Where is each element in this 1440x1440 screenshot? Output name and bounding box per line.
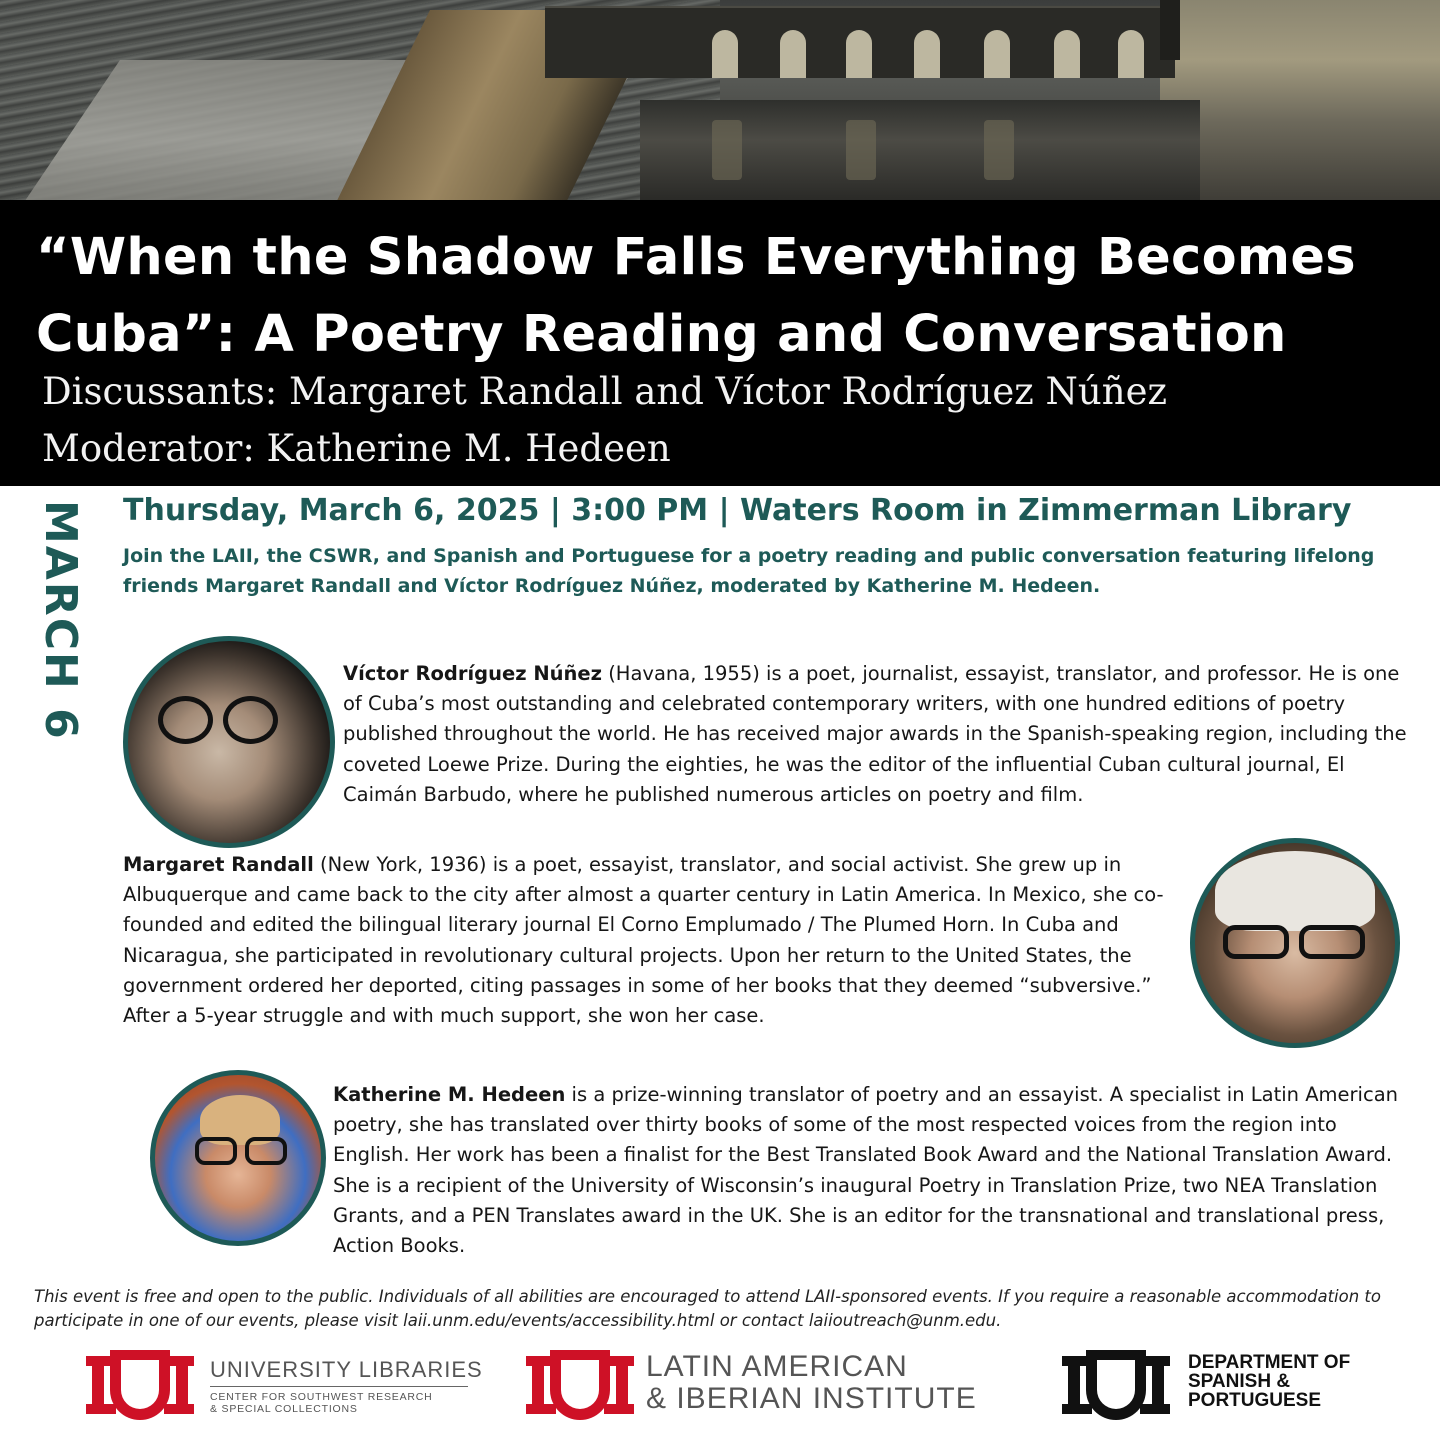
bio-name: Katherine M. Hedeen — [333, 1083, 566, 1106]
vertical-date — [36, 500, 86, 820]
bio-text: (Havana, 1955) is a poet, journalist, essayist, translator, and professor. He is one of Cuba’s most outstanding and celebrated contemporary writers, with one hundred editions of poetry published throughout the world. He has received major awards in the Spanish-speaking region, including the coveted Loewe Prize. During the eighties, he was the editor of the influential Cuban cultural journal, El Caimán Barbudo, where he published numerous articles on poetry and film. — [343, 662, 1407, 806]
event-title: “When the Shadow Falls Everything Becomes Cuba”: A Poetry Reading and Conversation — [36, 228, 1356, 364]
moderator-line: Moderator: Katherine M. Hedeen — [42, 427, 671, 470]
bio-text: (New York, 1936) is a poet, essayist, translator, and social activist. She grew up in Albuquerque and came back to the city after almost a quarter century in Latin America. In Mexico, she co-founded and edited the bilingual literary journal El Corno Emplumado / The Plumed Horn. In Cuba and Nicaragua, she participated in revolutionary cultural projects. Upon her return to the United States, the government ordered her deported, citing passages in some of her books that they deemed “subversive.” After a 5-year struggle and with much support, she won her case. — [123, 853, 1164, 1028]
bio-victor-rodriguez-nunez — [343, 659, 1413, 810]
laii-line-1: LATIN AMERICAN — [646, 1350, 908, 1383]
bio-name: Margaret Randall — [123, 853, 314, 876]
unm-libraries-logo-icon — [88, 1350, 198, 1422]
vertical-date-text: MARCH 6 — [35, 500, 86, 741]
portrait-margaret-randall — [1190, 838, 1400, 1048]
unm-spanish-portuguese-logo-icon — [1064, 1350, 1174, 1422]
portrait-katherine-hedeen — [150, 1070, 326, 1246]
event-intro: Join the LAII, the CSWR, and Spanish and Portuguese for a poetry reading and public conversation featuring lifelong friends Margaret Randall and Víctor Rodríguez Núñez, moderated by Katherine M. Hedeen. — [123, 545, 1375, 597]
portrait-victor-rodriguez-nunez — [123, 636, 335, 848]
dept-line-1: DEPARTMENT OF — [1188, 1352, 1351, 1373]
laii-logo-text — [646, 1351, 977, 1415]
bio-name: Víctor Rodríguez Núñez — [343, 662, 602, 685]
bio-text: is a prize-winning translator of poetry and an essayist. A specialist in Latin American poetry, she has translated over thirty books of some of the most respected voices from the region into English. Her work has been a finalist for the Best Translated Book Award and the National Translation Award. She is a recipient of the University of Wisconsin’s inaugural Poetry in Translation Prize, two NEA Translation Grants, and a PEN Translates award in the UK. She is an editor for the transnational and translational press, Action Books. — [333, 1083, 1398, 1258]
department-logo-text — [1188, 1353, 1350, 1410]
libraries-sub-line-1: CENTER FOR SOUTHWEST RESEARCH — [210, 1391, 433, 1403]
discussants-line: Discussants: Margaret Randall and Víctor Rodríguez Núñez — [42, 370, 1167, 413]
libraries-sub-line-2: & SPECIAL COLLECTIONS — [210, 1403, 358, 1415]
libraries-name: UNIVERSITY LIBRARIES — [210, 1357, 468, 1387]
laii-line-2: & IBERIAN INSTITUTE — [646, 1382, 977, 1415]
accessibility-note: This event is free and open to the public. Individuals of all abilities are encouraged to attend LAII-sponsored events. If you require a reasonable accommodation to participate in one of our events, please visit laii.unm.edu/events/accessibility.html or contact laiioutreach@unm.edu. — [34, 1287, 1381, 1330]
bio-katherine-hedeen — [333, 1080, 1413, 1261]
dept-line-3: PORTUGUESE — [1188, 1390, 1322, 1411]
hero-photo-malecon — [0, 0, 1440, 200]
unm-laii-logo-icon — [528, 1350, 638, 1422]
university-libraries-logo — [210, 1357, 483, 1415]
event-date-time-location: Thursday, March 6, 2025 | 3:00 PM | Waters Room in Zimmerman Library — [123, 493, 1352, 528]
bio-margaret-randall — [123, 850, 1193, 1031]
dept-line-2: SPANISH & — [1188, 1371, 1291, 1392]
